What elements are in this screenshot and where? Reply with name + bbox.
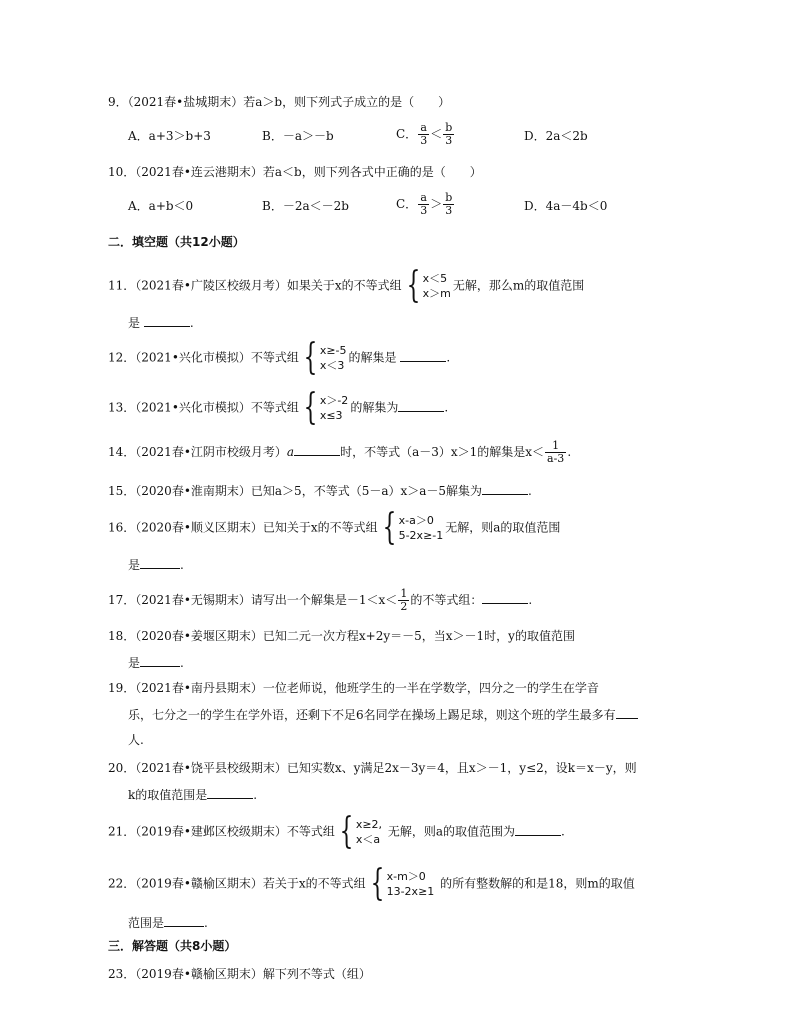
option-b: B．－2a＜－2b xyxy=(262,199,349,213)
question-15: 15．（2020春•淮南期末）已知a＞5，不等式（5－a）x＞a－5解集为 . xyxy=(108,484,532,498)
question-9 xyxy=(108,94,450,110)
inequality-system: x-a＞0 5-2x≥-1 xyxy=(398,514,444,542)
question-12: 12．（2021•兴化市模拟）不等式组 { x≥-5 x＜3 的解集是 . xyxy=(108,337,451,378)
question-11-line2: 是 . xyxy=(128,316,194,330)
answer-blank[interactable] xyxy=(482,591,528,604)
option-a: A．a+b＜0 xyxy=(128,199,194,213)
question-16-line2: 是 . xyxy=(128,558,184,572)
answer-blank[interactable] xyxy=(482,482,528,495)
option-d: D．2a＜2b xyxy=(524,129,588,143)
section-heading-fill-in: 二．填空题（共12小题） xyxy=(108,235,245,249)
question-19-line3: 人. xyxy=(128,733,144,747)
answer-blank[interactable] xyxy=(294,443,340,456)
fraction: $\frac{b}{3}$ xyxy=(445,121,453,147)
inequality-system: x＜5 x＞m xyxy=(422,272,451,300)
question-19: 19．（2021春•南丹县期末）一位老师说，他班学生的一半在学数学，四分之一的学生在学音 xyxy=(108,681,599,695)
option-c: C． $\frac{a}{3}$ ＞ $\frac{b}{3}$ xyxy=(396,191,453,217)
option-c: C． $\frac{a}{3}$ ＜ $\frac{b}{3}$ xyxy=(396,121,453,147)
answer-blank[interactable] xyxy=(140,654,180,667)
answer-blank[interactable] xyxy=(398,399,444,412)
question-18-line2: 是 . xyxy=(128,656,184,670)
answer-blank[interactable] xyxy=(616,706,638,719)
brace-icon: { xyxy=(382,507,397,548)
inequality-system: x-m＞0 13-2x≥1 xyxy=(386,870,435,898)
question-number: 10． xyxy=(108,165,136,179)
question-17: 17．（2021春•无锡期末）请写出一个解集是－1＜x＜ $\frac{1}{2}$ 的不等式组： . xyxy=(108,587,533,613)
option-b: B．－a＞－b xyxy=(262,129,334,143)
brace-icon: { xyxy=(406,265,421,306)
question-11: 11．（2021春•广陵区校级月考）如果关于x的不等式组 { x＜5 x＞m 无解，那么m的取值范围 xyxy=(108,265,585,306)
brace-icon: { xyxy=(303,337,318,378)
inequality-system: x≥2, x＜a xyxy=(355,818,383,846)
question-source: （2021春•连云港期末） xyxy=(135,165,263,179)
brace-icon: { xyxy=(339,811,354,852)
question-14: 14．（2021春•江阴市校级月考）a 时，不等式（a－3）x＞1的解集是x＜ $\frac{1}{a-3}$ . xyxy=(108,439,572,465)
question-22: 22．（2019春•赣榆区期末）若关于x的不等式组 { x-m＞0 13-2x≥1 的所有整数解的和是18，则m的取值 xyxy=(108,863,635,904)
question-stem: 若a＞b，则下列式子成立的是（ ） xyxy=(243,95,451,109)
fraction: $\frac{1}{a-3}$ xyxy=(547,439,565,465)
answer-blank[interactable] xyxy=(144,314,190,327)
section-heading-solutions: 三．解答题（共8小题） xyxy=(108,939,237,953)
question-number: 9． xyxy=(108,95,128,109)
question-10 xyxy=(108,164,482,180)
answer-blank[interactable] xyxy=(140,556,180,569)
fraction: $\frac{1}{2}$ xyxy=(400,587,408,613)
question-19-line2: 乐，七分之一的学生在学外语，还剩下不足6名同学在操场上踢足球，则这个班的学生最多有 xyxy=(128,706,638,723)
question-source: （2021春•盐城期末） xyxy=(127,95,244,109)
brace-icon: { xyxy=(303,387,318,428)
fraction: $\frac{a}{3}$ xyxy=(420,191,428,217)
question-18: 18．（2020春•姜堰区期末）已知二元一次方程x+2y＝－5，当x＞－1时，y的取值范围 xyxy=(108,629,575,643)
question-20-line2: k的取值范围是 . xyxy=(128,788,258,802)
answer-blank[interactable] xyxy=(515,823,561,836)
answer-blank[interactable] xyxy=(164,914,204,927)
question-22-line2: 范围是 . xyxy=(128,916,208,930)
answer-blank[interactable] xyxy=(207,786,253,799)
brace-icon: { xyxy=(370,863,385,904)
question-16: 16．（2020春•顺义区期末）已知关于x的不等式组 { x-a＞0 5-2x≥-1 无解，则a的取值范围 xyxy=(108,507,561,548)
fraction: $\frac{a}{3}$ xyxy=(420,121,428,147)
answer-blank[interactable] xyxy=(400,349,446,362)
option-d: D．4a－4b＜0 xyxy=(524,199,608,213)
question-23: 23．（2019春•赣榆区期末）解下列不等式（组） xyxy=(108,967,371,981)
inequality-system: x＞-2 x≤3 xyxy=(319,394,349,422)
question-stem: 若a＜b，则下列各式中正确的是（ ） xyxy=(262,165,482,179)
option-a: A．a+3＞b+3 xyxy=(128,129,211,143)
question-20: 20．（2021春•饶平县校级期末）已知实数x、y满足2x－3y＝4，且x＞－1，y≤2，设k＝x－y，则 xyxy=(108,761,637,775)
fraction: $\frac{b}{3}$ xyxy=(445,191,453,217)
question-21: 21．（2019春•建邺区校级期末）不等式组 { x≥2, x＜a 无解，则a的取值范围为 . xyxy=(108,811,565,852)
inequality-system: x≥-5 x＜3 xyxy=(319,344,347,372)
question-13: 13．（2021•兴化市模拟）不等式组 { x＞-2 x≤3 的解集为 . xyxy=(108,387,449,428)
